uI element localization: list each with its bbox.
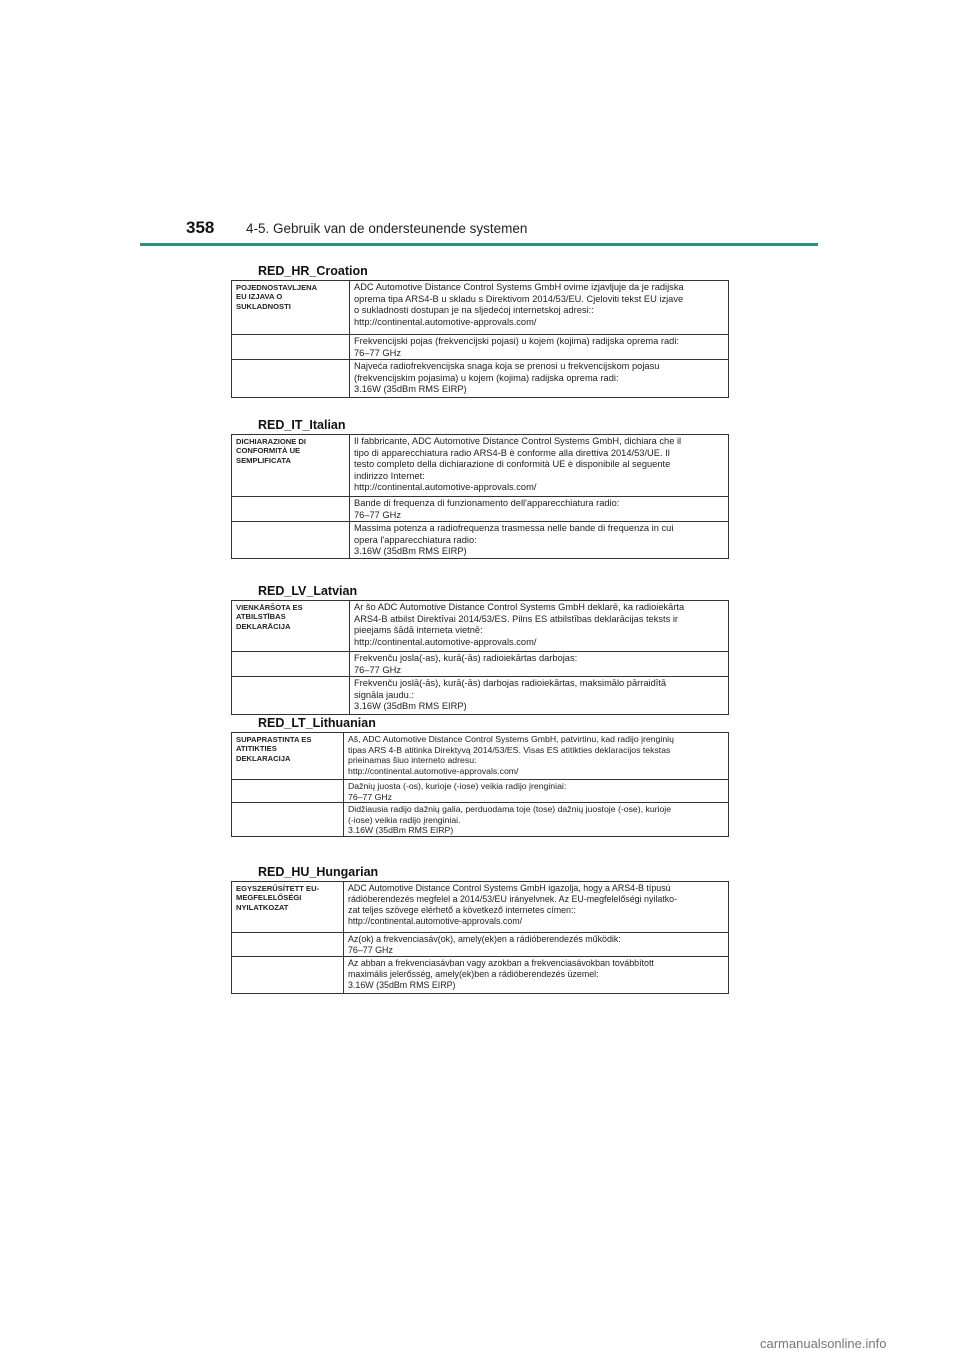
declaration-label: DICHIARAZIONE DI CONFORMITÀ UE SEMPLIFICATA bbox=[232, 435, 350, 497]
table-row bbox=[232, 497, 729, 522]
declaration-text: Aš, ADC Automotive Distance Control Systems GmbH, patvirtinu, kad radijo įrenginių tipas ARS 4-B atitinka Direktyvą 2014/53/ES. Visas ES atitikties deklaracijos tekstas prieinamas šiuo interneto adresu: http://continental.automotive-approvals.com/ bbox=[344, 733, 729, 780]
declaration-label: SUPAPRASTINTA ES ATITIKTIES DEKLARACIJA bbox=[232, 733, 344, 780]
declaration-label: VIENKĀRŠOTA ES ATBILSTĪBAS DEKLARĀCIJA bbox=[232, 601, 350, 652]
table-row bbox=[232, 335, 729, 360]
declaration-table-hu bbox=[231, 881, 729, 994]
max-power-text: Frekvenču joslā(-ās), kurā(-ās) darbojas radioiekārtas, maksimālo pārraidītā signāla jaudu.: 3.16W (35dBm RMS EIRP) bbox=[350, 677, 729, 715]
footer-watermark[interactable]: carmanualsonline.info bbox=[760, 1336, 887, 1351]
page-number: 358 bbox=[186, 218, 215, 237]
frequency-band-text: Frekvenču josla(-as), kurā(-ās) radioiekārtas darbojas: 76–77 GHz bbox=[350, 652, 729, 677]
declaration-label: POJEDNOSTAVLJENA EU IZJAVA O SUKLADNOSTI bbox=[232, 281, 350, 335]
empty-cell bbox=[232, 933, 344, 957]
empty-cell bbox=[232, 360, 350, 398]
max-power-text: Didžiausia radijo dažnių galia, perduodama toje (tose) dažnių juostoje (-ose), kurioje (-iose) veikia radijo įrenginiai. 3.16W (35dBm RMS EIRP) bbox=[344, 803, 729, 837]
frequency-band-text: Dažnių juosta (-os), kurioje (-iose) veikia radijo įrenginiai: 76–77 GHz bbox=[344, 780, 729, 803]
empty-cell bbox=[232, 957, 344, 994]
declaration-text: ADC Automotive Distance Control Systems GmbH igazolja, hogy a ARS4-B típusú rádióberendezés megfelel a 2014/53/EU irányelvnek. Az EU-megfelelőségi nyilatko- zat teljes szövege elérhető a következő internetes címen:: http://continental.automotive-approvals.com/ bbox=[344, 882, 729, 933]
table-row bbox=[232, 281, 729, 335]
empty-cell bbox=[232, 522, 350, 559]
declaration-text: Il fabbricante, ADC Automotive Distance Control Systems GmbH, dichiara che il tipo di apparecchiatura radio ARS4-B è conforme alla direttiva 2014/53/UE. Il testo completo della dichiarazione di conformità UE è disponibile al seguente indirizzo Internet: http://continental.automotive-approvals.com/ bbox=[350, 435, 729, 497]
table-row bbox=[232, 733, 729, 780]
frequency-band-text: Frekvencijski pojas (frekvencijski pojasi) u kojem (kojima) radijska oprema radi: 76–77 GHz bbox=[350, 335, 729, 360]
max-power-text: Massima potenza a radiofrequenza trasmessa nelle bande di frequenza in cui opera l'apparecchiatura radio: 3.16W (35dBm RMS EIRP) bbox=[350, 522, 729, 559]
max-power-text: Az abban a frekvenciasávban vagy azokban a frekvenciasávokban továbbított maximális jelerősség, amely(ek)ben a rádióberendezés üzemel: 3.16W (35dBm RMS EIRP) bbox=[344, 957, 729, 994]
empty-cell bbox=[232, 803, 344, 837]
declaration-table-hr bbox=[231, 280, 729, 398]
table-row bbox=[232, 435, 729, 497]
declaration-table-lt bbox=[231, 732, 729, 837]
empty-cell bbox=[232, 652, 350, 677]
declaration-table-lv bbox=[231, 600, 729, 715]
section-title-lt: RED_LT_Lithuanian bbox=[258, 716, 376, 730]
table-row bbox=[232, 677, 729, 715]
table-row bbox=[232, 601, 729, 652]
table-row bbox=[232, 882, 729, 933]
empty-cell bbox=[232, 677, 350, 715]
declaration-text: ADC Automotive Distance Control Systems GmbH ovime izjavljuje da je radijska oprema tipa ARS4-B u skladu s Direktivom 2014/53/EU. Cjeloviti tekst EU izjave o sukladnosti dostupan je na sljedećoj internetskoj adresi:: http://continental.automotive-approvals.com/ bbox=[350, 281, 729, 335]
section-title-hr: RED_HR_Croation bbox=[258, 264, 368, 278]
declaration-label: EGYSZERŰSÍTETT EU- MEGFELELŐSÉGI NYILATKOZAT bbox=[232, 882, 344, 933]
empty-cell bbox=[232, 335, 350, 360]
header-title: 4-5. Gebruik van de ondersteunende systemen bbox=[246, 221, 528, 236]
frequency-band-text: Az(ok) a frekvenciasáv(ok), amely(ek)en a rádióberendezés működik: 76–77 GHz bbox=[344, 933, 729, 957]
max-power-text: Najveća radiofrekvencijska snaga koja se prenosi u frekvencijskom pojasu (frekvencijskim pojasima) u kojem (kojima) radijska oprema radi: 3.16W (35dBm RMS EIRP) bbox=[350, 360, 729, 398]
empty-cell bbox=[232, 780, 344, 803]
table-row bbox=[232, 522, 729, 559]
section-title-hu: RED_HU_Hungarian bbox=[258, 865, 379, 879]
table-row bbox=[232, 803, 729, 837]
empty-cell bbox=[232, 497, 350, 522]
table-row bbox=[232, 360, 729, 398]
section-title-lv: RED_LV_Latvian bbox=[258, 584, 358, 598]
header-rule bbox=[140, 243, 818, 246]
frequency-band-text: Bande di frequenza di funzionamento dell'apparecchiatura radio: 76–77 GHz bbox=[350, 497, 729, 522]
declaration-table-it bbox=[231, 434, 729, 559]
table-row bbox=[232, 957, 729, 994]
table-row bbox=[232, 780, 729, 803]
table-row bbox=[232, 933, 729, 957]
declaration-text: Ar šo ADC Automotive Distance Control Systems GmbH deklarē, ka radioiekārta ARS4-B atbilst Direktīvai 2014/53/ES. Pilns ES atbilstības deklarācijas teksts ir pieejams šādā interneta vietnē: http://continental.automotive-approvals.com/ bbox=[350, 601, 729, 652]
table-row bbox=[232, 652, 729, 677]
section-title-it: RED_IT_Italian bbox=[258, 418, 346, 432]
